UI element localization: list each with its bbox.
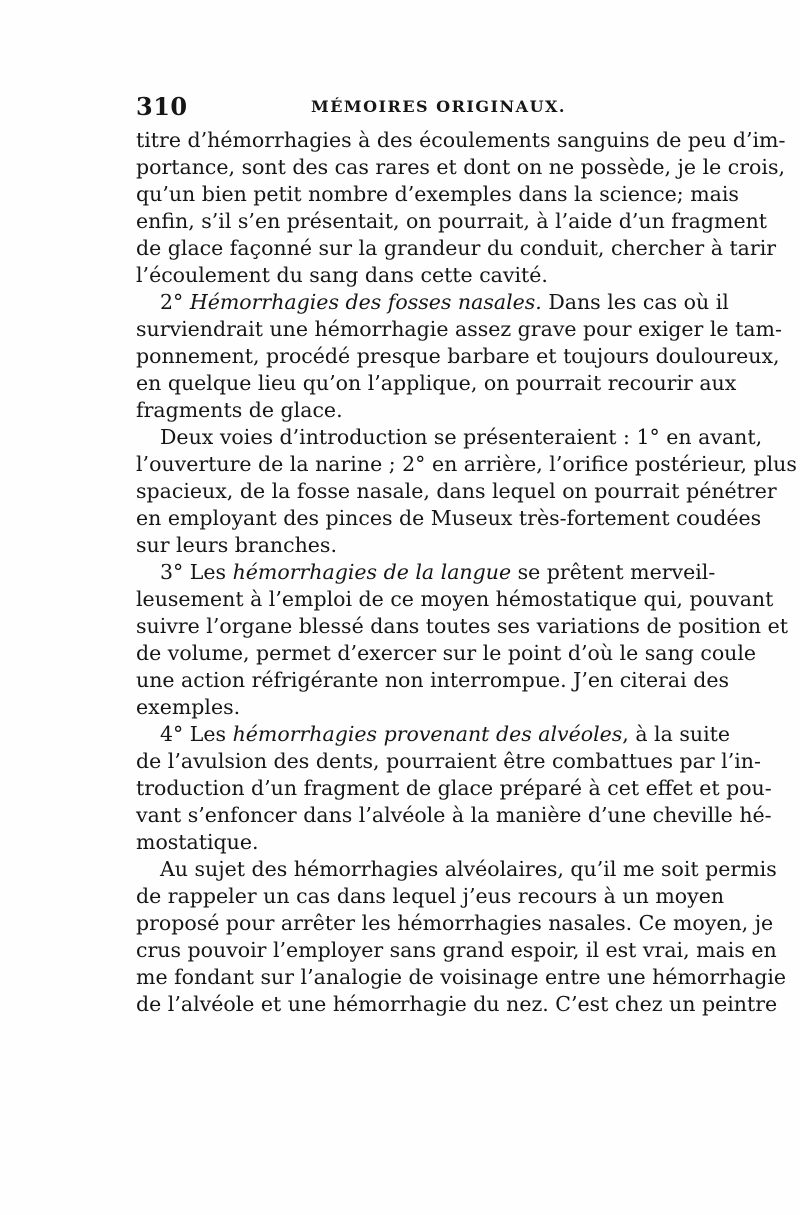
running-title: MÉMOIRES ORIGINAUX. [311, 97, 566, 116]
text-line: suivre l’organe blessé dans toutes ses variations de position et [136, 614, 788, 638]
text-fragment: , à la suite [622, 722, 730, 746]
page-header [136, 92, 666, 124]
italic-phrase: hémorrhagies de la langue [232, 560, 512, 584]
paragraph-heading-line [136, 559, 716, 586]
text-line: de l’alvéole et une hémorrhagie du nez. C’est chez un peintre [136, 992, 778, 1016]
text-fragment: 4° Les [160, 722, 233, 746]
text-line: leusement à l’emploi de ce moyen hémostatique qui, pouvant [136, 587, 774, 611]
paragraph-heading-line [136, 289, 729, 316]
text-line: de glace façonné sur la grandeur du conduit, chercher à tarir [136, 236, 777, 260]
text-line: portance, sont des cas rares et dont on ne possède, je le crois, [136, 155, 785, 179]
paragraph-heading-line [136, 721, 730, 748]
text-line: Au sujet des hémorrhagies alvéolaires, qu’il me soit permis [160, 857, 777, 881]
text-line: l’ouverture de la narine ; 2° en arrière, l’orifice postérieur, plus [136, 452, 797, 476]
text-line: de l’avulsion des dents, pourraient être combattues par l’in- [136, 749, 761, 773]
body-text [136, 127, 797, 1018]
text-line: mostatique. [136, 830, 259, 854]
text-fragment: se prêtent merveil- [511, 560, 716, 584]
text-line: qu’un bien petit nombre d’exemples dans la science; mais [136, 182, 739, 206]
text-line: Deux voies d’introduction se présenteraient : 1° en avant, [160, 425, 763, 449]
text-line: enfin, s’il s’en présentait, on pourrait, à l’aide d’un fragment [136, 209, 768, 233]
text-line: me fondant sur l’analogie de voisinage entre une hémorrhagie [136, 965, 787, 989]
text-line: proposé pour arrêter les hémorrhagies nasales. Ce moyen, je [136, 911, 774, 935]
text-line: en quelque lieu qu’on l’applique, on pourrait recourir aux [136, 371, 737, 395]
text-line: titre d’hémorrhagies à des écoulements sanguins de peu d’im- [136, 128, 786, 152]
text-line: en employant des pinces de Museux très-fortement coudées [136, 506, 762, 530]
text-line: de rappeler un cas dans lequel j’eus recours à un moyen [136, 884, 725, 908]
text-fragment: Dans les cas où il [541, 290, 729, 314]
numbering: 2° [160, 290, 190, 314]
text-line: sur leurs branches. [136, 533, 337, 557]
text-line: de volume, permet d’exercer sur le point d’où le sang coule [136, 641, 757, 665]
text-line: troduction d’un fragment de glace préparé à cet effet et pou- [136, 776, 772, 800]
text-line: fragments de glace. [136, 398, 343, 422]
italic-heading: Hémorrhagies des fosses nasales. [189, 290, 542, 314]
text-line: spacieux, de la fosse nasale, dans lequel on pourrait pénétrer [136, 479, 777, 503]
text-line: vant s’enfoncer dans l’alvéole à la manière d’une cheville hé- [136, 803, 772, 827]
text-line: une action réfrigérante non interrompue. J’en citerai des [136, 668, 729, 692]
text-line: crus pouvoir l’employer sans grand espoir, il est vrai, mais en [136, 938, 777, 962]
italic-phrase: hémorrhagies provenant des alvéoles [232, 722, 623, 746]
page-number: 310 [136, 92, 188, 121]
text-line: l’écoulement du sang dans cette cavité. [136, 263, 548, 287]
text-fragment: 3° Les [160, 560, 233, 584]
text-line: surviendrait une hémorrhagie assez grave pour exiger le tam- [136, 317, 782, 341]
text-line: exemples. [136, 695, 241, 719]
text-line: ponnement, procédé presque barbare et toujours douloureux, [136, 344, 780, 368]
